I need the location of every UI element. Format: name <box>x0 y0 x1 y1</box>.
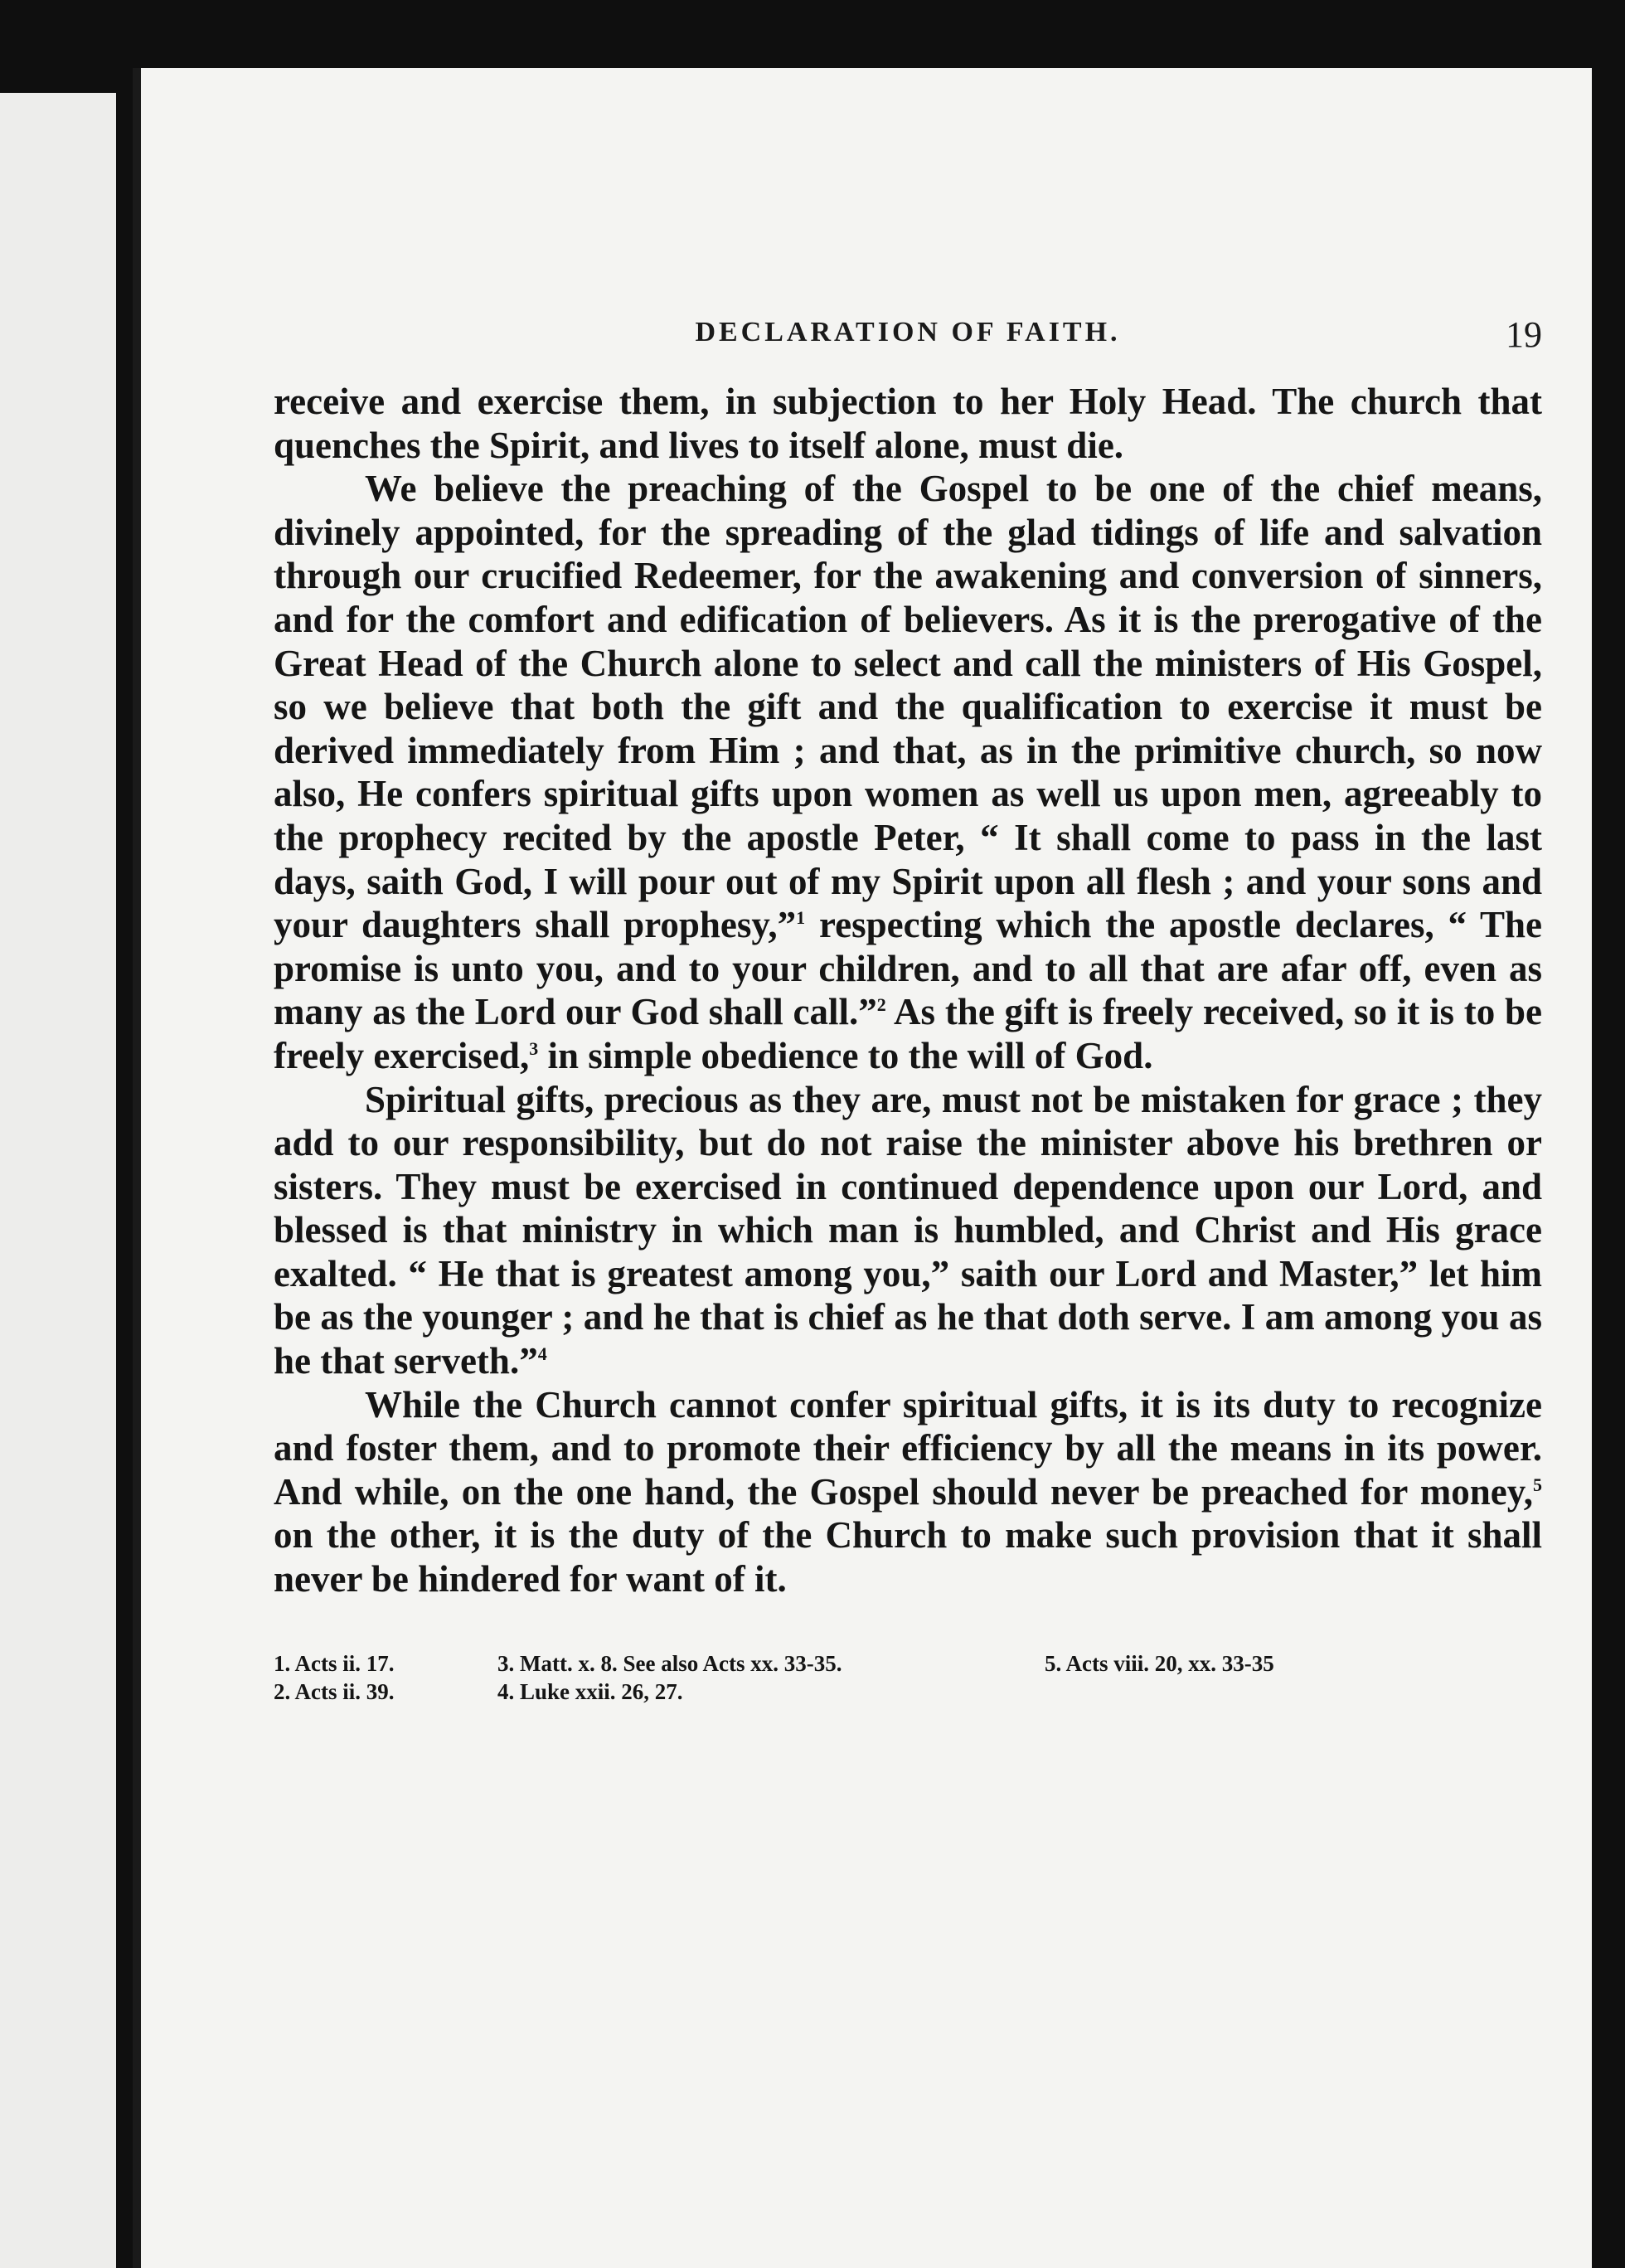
paragraph <box>274 1383 1542 1601</box>
body-text <box>274 380 1542 1601</box>
footnote-marker: 3 <box>529 1037 539 1059</box>
paragraph-text: receive and exercise them, in subjection to her Holy Head. The church that quenches the Spirit, and lives to itself alone, must die. <box>274 381 1542 466</box>
footnote <box>1045 1678 1542 1706</box>
footnote-marker: 2 <box>876 994 886 1016</box>
footnote-marker: 1 <box>796 907 806 929</box>
running-head-title: DECLARATION OF FAITH. <box>695 317 1121 347</box>
page-content <box>274 313 1542 1706</box>
page-number: 19 <box>1506 314 1542 355</box>
facing-page-edge <box>0 93 116 2268</box>
paragraph-text: on the other, it is the duty of the Church to make such provision that it shall never be hindered for want of it. <box>274 1514 1542 1600</box>
paragraph-text: We believe the preaching of the Gospel to be one of the chief means, divinely appointed, for the spreading of the glad tidings of life and salvation through our crucified Redeemer, for the awakening and conversion of sinners, and for the comfort and edification of believers. As it is the prerogative of the Great Head of the Church alone to select and call the ministers of His Gospel, so we believe that both the gift and the qualification to exercise it must be derived immediately from Him ; and that, as in the primitive church, so now also, He confers spiritual gifts upon women as well us upon men, agreeably to the prophecy recited by the apostle Peter, “ It shall come to pass in the last days, saith God, I will pour out of my Spirit upon all flesh ; and your sons and your daughters shall prophesy,” <box>274 468 1542 946</box>
paragraph-text: respecting which the apostle declares, “ The promise is unto you, and to your children, and to all that are afar off, even as many as the Lord our God shall call.” <box>274 904 1543 1033</box>
paragraph-text: Spiritual gifts, precious as they are, must not be mistaken for grace ; they add to our responsibility, but do not raise the minister above his brethren or sisters. They must be exercised in continued dependence upon our Lord, and blessed is that ministry in which man is humbled, and Christ and His grace exalted. “ He that is greatest among you,” saith our Lord and Master,” let him be as the younger ; and he that is chief as he that doth serve. I am among you as he that serveth.” <box>274 1078 1542 1382</box>
paragraph-text: While the Church cannot confer spiritual gifts, it is its duty to recognize and foster them, and to promote their efficiency by all the means in its power. And while, on the one hand, the Gospel should never be preached for money, <box>274 1383 1542 1513</box>
paragraph-text: As the gift is freely received, so it is to be freely exercised, <box>274 991 1542 1076</box>
paragraph <box>274 380 1542 467</box>
book-page <box>133 68 1592 2268</box>
footnote: 4. Luke xxii. 26, 27. <box>497 1678 683 1704</box>
footnote: 2. Acts ii. 39. <box>274 1678 395 1704</box>
footnote-marker: 5 <box>1533 1474 1542 1495</box>
footnote: 5. Acts viii. 20, xx. 33-35 <box>1045 1650 1274 1676</box>
footnote-marker: 4 <box>537 1343 547 1365</box>
running-head <box>274 313 1542 380</box>
footnotes <box>274 1649 1542 1706</box>
footnote: 1. Acts ii. 17. <box>274 1650 395 1676</box>
paragraph <box>274 1078 1542 1383</box>
footnote: 3. Matt. x. 8. See also Acts xx. 33-35. <box>497 1650 842 1676</box>
paragraph-text: in simple obedience to the will of God. <box>538 1034 1153 1076</box>
paragraph <box>274 467 1542 1077</box>
